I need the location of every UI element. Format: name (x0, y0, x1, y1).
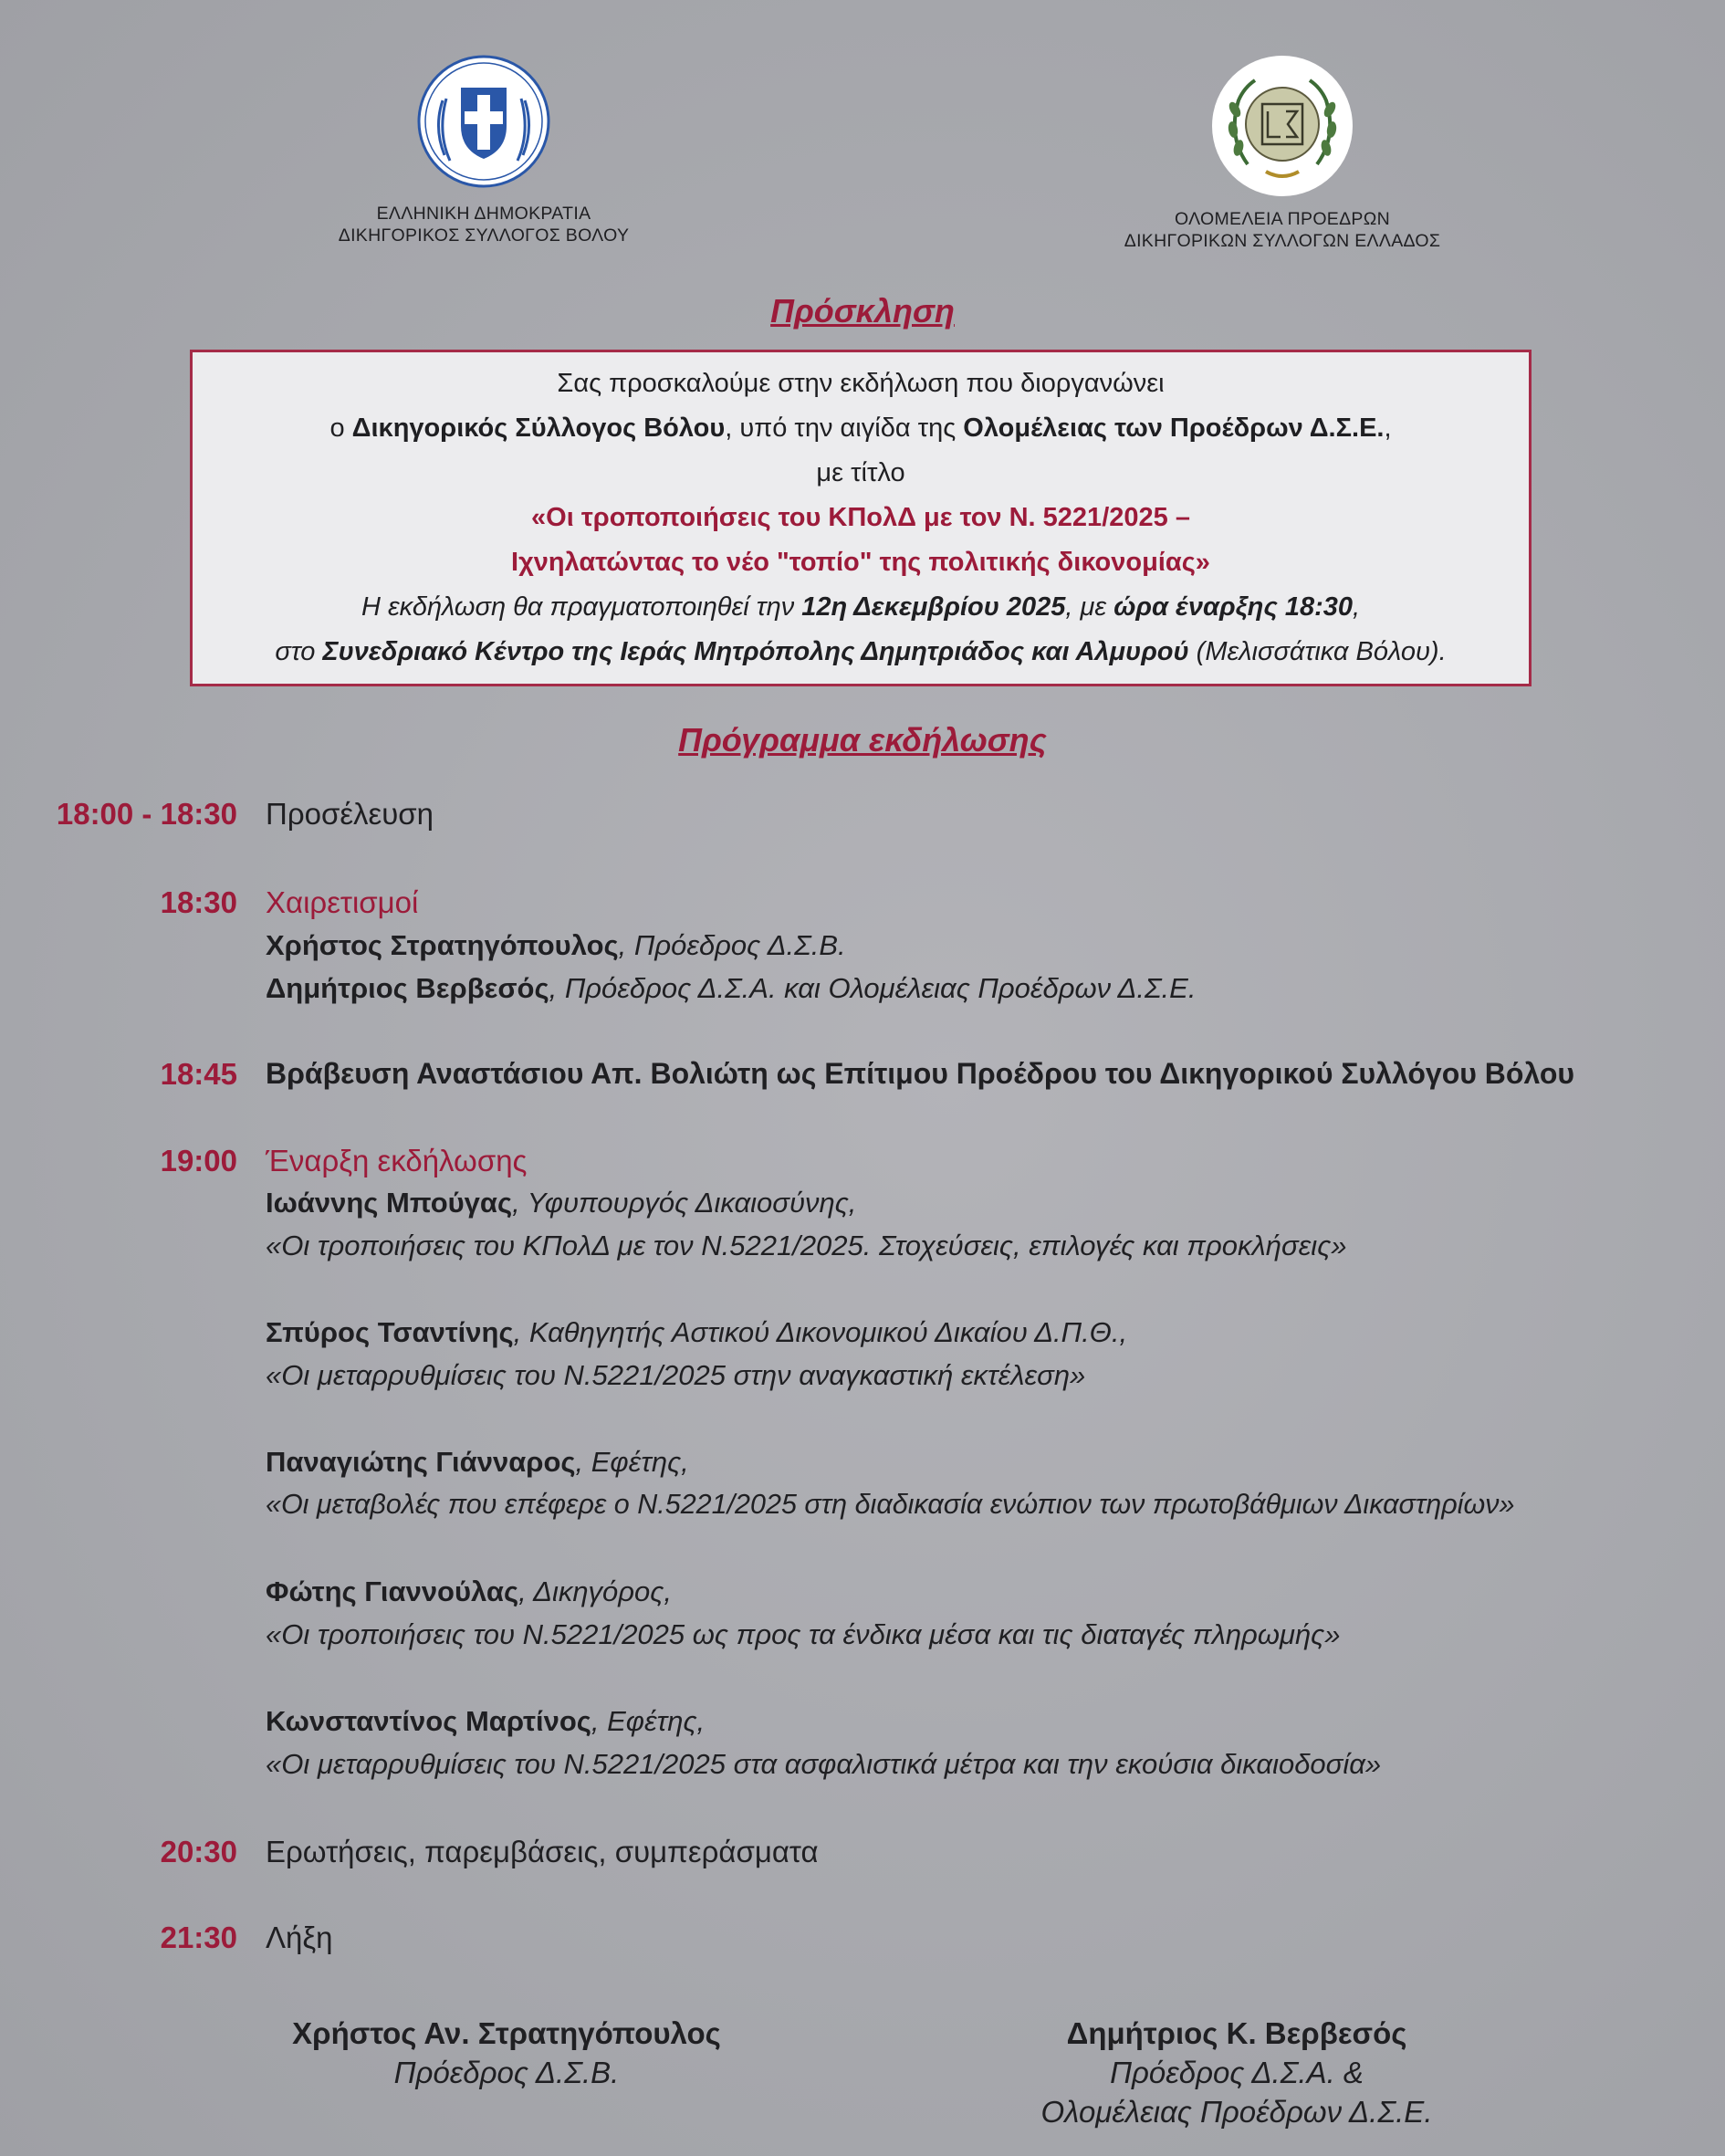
invitation-box (190, 350, 1532, 686)
invitation-line1: Σας προσκαλούμε στην εκδήλωση που διοργανώνει (557, 369, 1165, 398)
greek-coat-of-arms-icon (417, 55, 550, 188)
speaker-name: Κωνσταντίνος Μαρτίνος (266, 1705, 591, 1737)
speaker-role: , Υφυπουργός Δικαιοσύνης, (512, 1187, 857, 1219)
greetings-label: Χαιρετισμοί (266, 885, 419, 919)
program-heading: Πρόγραμμα εκδήλωσης (678, 721, 1047, 759)
greetings-time: 18:30 (160, 885, 237, 919)
speaker-role: , Εφέτης, (591, 1705, 706, 1737)
text: ο (329, 413, 352, 443)
signatory-title-line2: Ολομέλειας Προέδρων Δ.Σ.Ε. (1040, 2095, 1433, 2129)
end-time: 21:30 (160, 1921, 237, 1954)
left-org-line1: ΕΛΛΗΝΙΚΗ ΔΗΜΟΚΡΑΤΙΑ (376, 204, 591, 224)
text: , υπό την αιγίδα της (725, 413, 964, 443)
signature-right (963, 2014, 1511, 2131)
signatory-name: Δημήτριος Κ. Βερβεσός (1066, 2016, 1407, 2050)
event-start-time: ώρα έναρξης 18:30 (1113, 592, 1353, 622)
text: Η εκδήλωση θα πραγματοποιηθεί την (361, 592, 802, 622)
invitation-line3: με τίτλο (816, 458, 905, 487)
talk-2-topic: «Οι μεταρρυθμίσεις του Ν.5221/2025 στην αναγκαστική εκτέλεση» (266, 1359, 1086, 1391)
invitation-date-line (193, 585, 1529, 630)
talk-5-speaker (266, 1705, 705, 1738)
talk-4-speaker (266, 1575, 672, 1608)
speaker-name: Σπύρος Τσαντίνης (266, 1316, 514, 1348)
signature-left (233, 2014, 780, 2092)
text: στο (275, 637, 323, 666)
greetings-speaker-1 (266, 929, 846, 962)
start-label: Έναρξη εκδήλωσης (266, 1144, 528, 1177)
signatory-title: Πρόεδρος Δ.Σ.Α. & (1110, 2056, 1364, 2089)
invitation-heading: Πρόσκληση (770, 292, 955, 330)
left-header (301, 55, 666, 246)
speaker-name: Δημήτριος Βερβεσός (266, 972, 549, 1004)
invitation-line2 (193, 406, 1529, 451)
award-label: Βράβευση Αναστάσιου Απ. Βολιώτη ως Επίτιμου Προέδρου του Δικηγορικού Συλλόγου Βόλου (266, 1057, 1575, 1090)
talk-1-speaker (266, 1187, 856, 1219)
text: , (1353, 592, 1361, 622)
event-title-line1: «Οι τροποποιήσεις του ΚΠολΔ με τον Ν. 5221/2025 – (531, 503, 1190, 532)
speaker-role: , Πρόεδρος Δ.Σ.Β. (618, 929, 846, 961)
right-header (1100, 55, 1465, 252)
signatory-name: Χρήστος Αν. Στρατηγόπουλος (292, 2016, 721, 2050)
talk-5-topic: «Οι μεταρρυθμίσεις του Ν.5221/2025 στα ασφαλιστικά μέτρα και την εκούσια δικαιοδοσία» (266, 1748, 1382, 1780)
questions-time: 20:30 (160, 1835, 237, 1868)
talk-1-topic: «Οι τροποιήσεις του ΚΠολΔ με τον Ν.5221/2025. Στοχεύσεις, επιλογές και προκλήσεις» (266, 1230, 1347, 1261)
bar-association-wreath-icon (1211, 55, 1354, 197)
arrival-label: Προσέλευση (266, 797, 434, 831)
left-org-line2: ΔΙΚΗΓΟΡΙΚΟΣ ΣΥΛΛΟΓΟΣ ΒΟΛΟΥ (338, 225, 630, 246)
questions-label: Ερωτήσεις, παρεμβάσεις, συμπεράσματα (266, 1835, 819, 1868)
talk-2-speaker (266, 1316, 1127, 1349)
speaker-name: Χρήστος Στρατηγόπουλος (266, 929, 619, 961)
organizer-name: Δικηγορικός Σύλλογος Βόλου (351, 413, 726, 443)
talk-3-topic: «Οι μεταβολές που επέφερε ο Ν.5221/2025 στη διαδικασία ενώπιον των πρωτοβάθμιων Δικαστηρίων» (266, 1489, 1515, 1520)
signatory-title: Πρόεδρος Δ.Σ.Β. (393, 2056, 620, 2089)
right-org-line2: ΔΙΚΗΓΟΡΙΚΩΝ ΣΥΛΛΟΓΩΝ ΕΛΛΑΔΟΣ (1124, 231, 1441, 251)
text: (Μελισσάτικα Βόλου). (1188, 637, 1447, 666)
speaker-name: Φώτης Γιαννούλας (266, 1575, 519, 1607)
text: , (1384, 413, 1392, 443)
speaker-role: , Πρόεδρος Δ.Σ.Α. και Ολομέλειας Προέδρων Δ.Σ.Ε. (549, 972, 1197, 1004)
invitation-venue-line (193, 630, 1529, 675)
talk-3-speaker (266, 1446, 689, 1479)
patron-name: Ολομέλειας των Προέδρων Δ.Σ.Ε. (963, 413, 1385, 443)
speaker-name: Παναγιώτης Γιάνναρος (266, 1446, 576, 1478)
talk-4-topic: «Οι τροποιήσεις του Ν.5221/2025 ως προς τα ένδικα μέσα και τις διαταγές πληρωμής» (266, 1618, 1341, 1650)
speaker-name: Ιωάννης Μπούγας (266, 1187, 513, 1219)
event-date: 12η Δεκεμβρίου 2025 (801, 592, 1066, 622)
speaker-role: , Καθηγητής Αστικού Δικονομικού Δικαίου Δ.Π.Θ., (513, 1316, 1128, 1348)
text: , με (1065, 592, 1114, 622)
venue-name: Συνεδριακό Κέντρο της Ιεράς Μητρόπολης Δημητριάδος και Αλμυρού (322, 637, 1189, 666)
end-label: Λήξη (266, 1921, 333, 1954)
arrival-time: 18:00 - 18:30 (56, 797, 237, 831)
greetings-speaker-2 (266, 972, 1196, 1005)
event-title-line2: Ιχνηλατώντας το νέο "τοπίο" της πολιτικής δικονομίας» (511, 548, 1210, 577)
start-time: 19:00 (160, 1144, 237, 1177)
award-time: 18:45 (160, 1057, 237, 1091)
right-org-line1: ΟΛΟΜΕΛΕΙΑ ΠΡΟΕΔΡΩΝ (1174, 209, 1390, 229)
speaker-role: , Εφέτης, (575, 1446, 689, 1478)
speaker-role: , Δικηγόρος, (518, 1575, 672, 1607)
